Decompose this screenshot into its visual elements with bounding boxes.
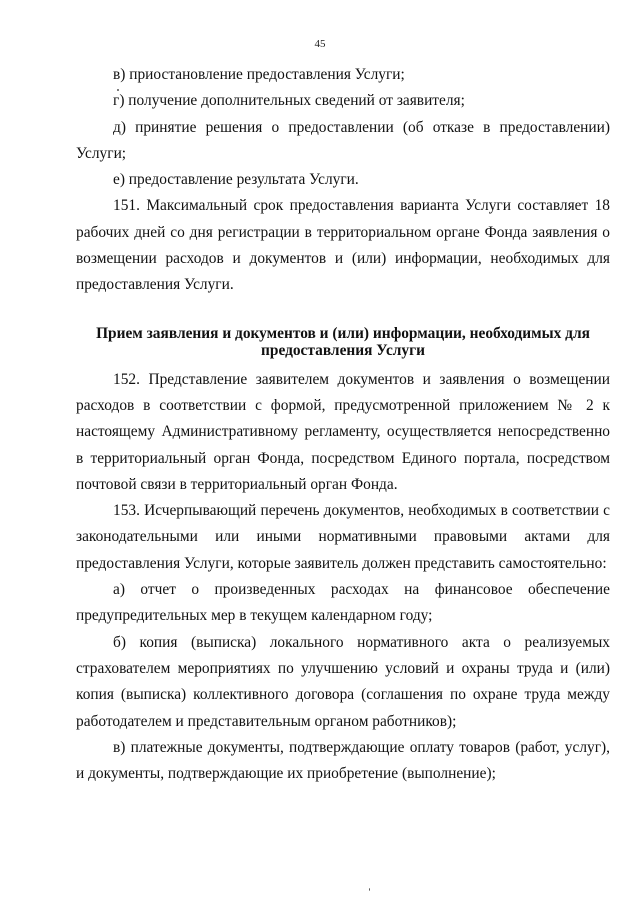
paragraph-item-e: е) предоставление результата Услуги. — [113, 171, 359, 189]
page-number: 45 — [314, 38, 326, 50]
paragraph-item-b: б) копия (выписка) локального нормативного акта о реализуемых страхователем мероприятиях по улучшению условий и охраны труда и (или) копия (выписка) коллективного договора (соглашения по охране труда между работодателем и представительным органом работников); — [76, 633, 610, 730]
paragraph-153: 153. Исчерпывающий перечень документов, необходимых в соответствии с законодательными или иными нормативными правовыми актами для предоставления Услуги, которые заявитель должен представить самостоятельно: — [76, 502, 610, 572]
section-heading-line1: Прием заявления и документов и (или) информации, необходимых для — [96, 324, 590, 342]
section-heading — [76, 325, 610, 359]
paragraph-item-g: г) получение дополнительных сведений от заявителя; — [113, 92, 465, 110]
paragraph-item-d: д) принятие решения о предоставлении (об отказе в предоставлении) Услуги; — [76, 118, 610, 162]
paragraph-item-v2: в) платежные документы, подтверждающие оплату товаров (работ, услуг), и документы, подтверждающие их приобретение (выполнение); — [76, 738, 610, 783]
scan-speck — [369, 888, 370, 891]
paragraph-item-a: а) отчет о произведенных расходах на финансовое обеспечение предупредительных мер в текущем календарном году; — [76, 581, 610, 625]
scan-speck — [117, 89, 119, 91]
document-body — [76, 62, 610, 787]
paragraph-152: 152. Представление заявителем документов и заявления о возмещении расходов в соответствии с формой, предусмотренной приложением № 2 к настоящему Административному регламенту, осуществляется непосредственно в территориальный орган Фонда, посредством Единого портала, посредством почтовой связи в территориальный орган Фонда. — [76, 370, 610, 493]
paragraph-item-v: в) приостановление предоставления Услуги; — [113, 66, 405, 83]
paragraph-151: 151. Максимальный срок предоставления варианта Услуги составляет 18 рабочих дней со дня регистрации в территориальном органе Фонда заявления о возмещении расходов и документов и (или) информации, необходимых для предоставления Услуги. — [76, 197, 610, 294]
section-heading-line2: предоставления Услуги — [261, 341, 425, 359]
